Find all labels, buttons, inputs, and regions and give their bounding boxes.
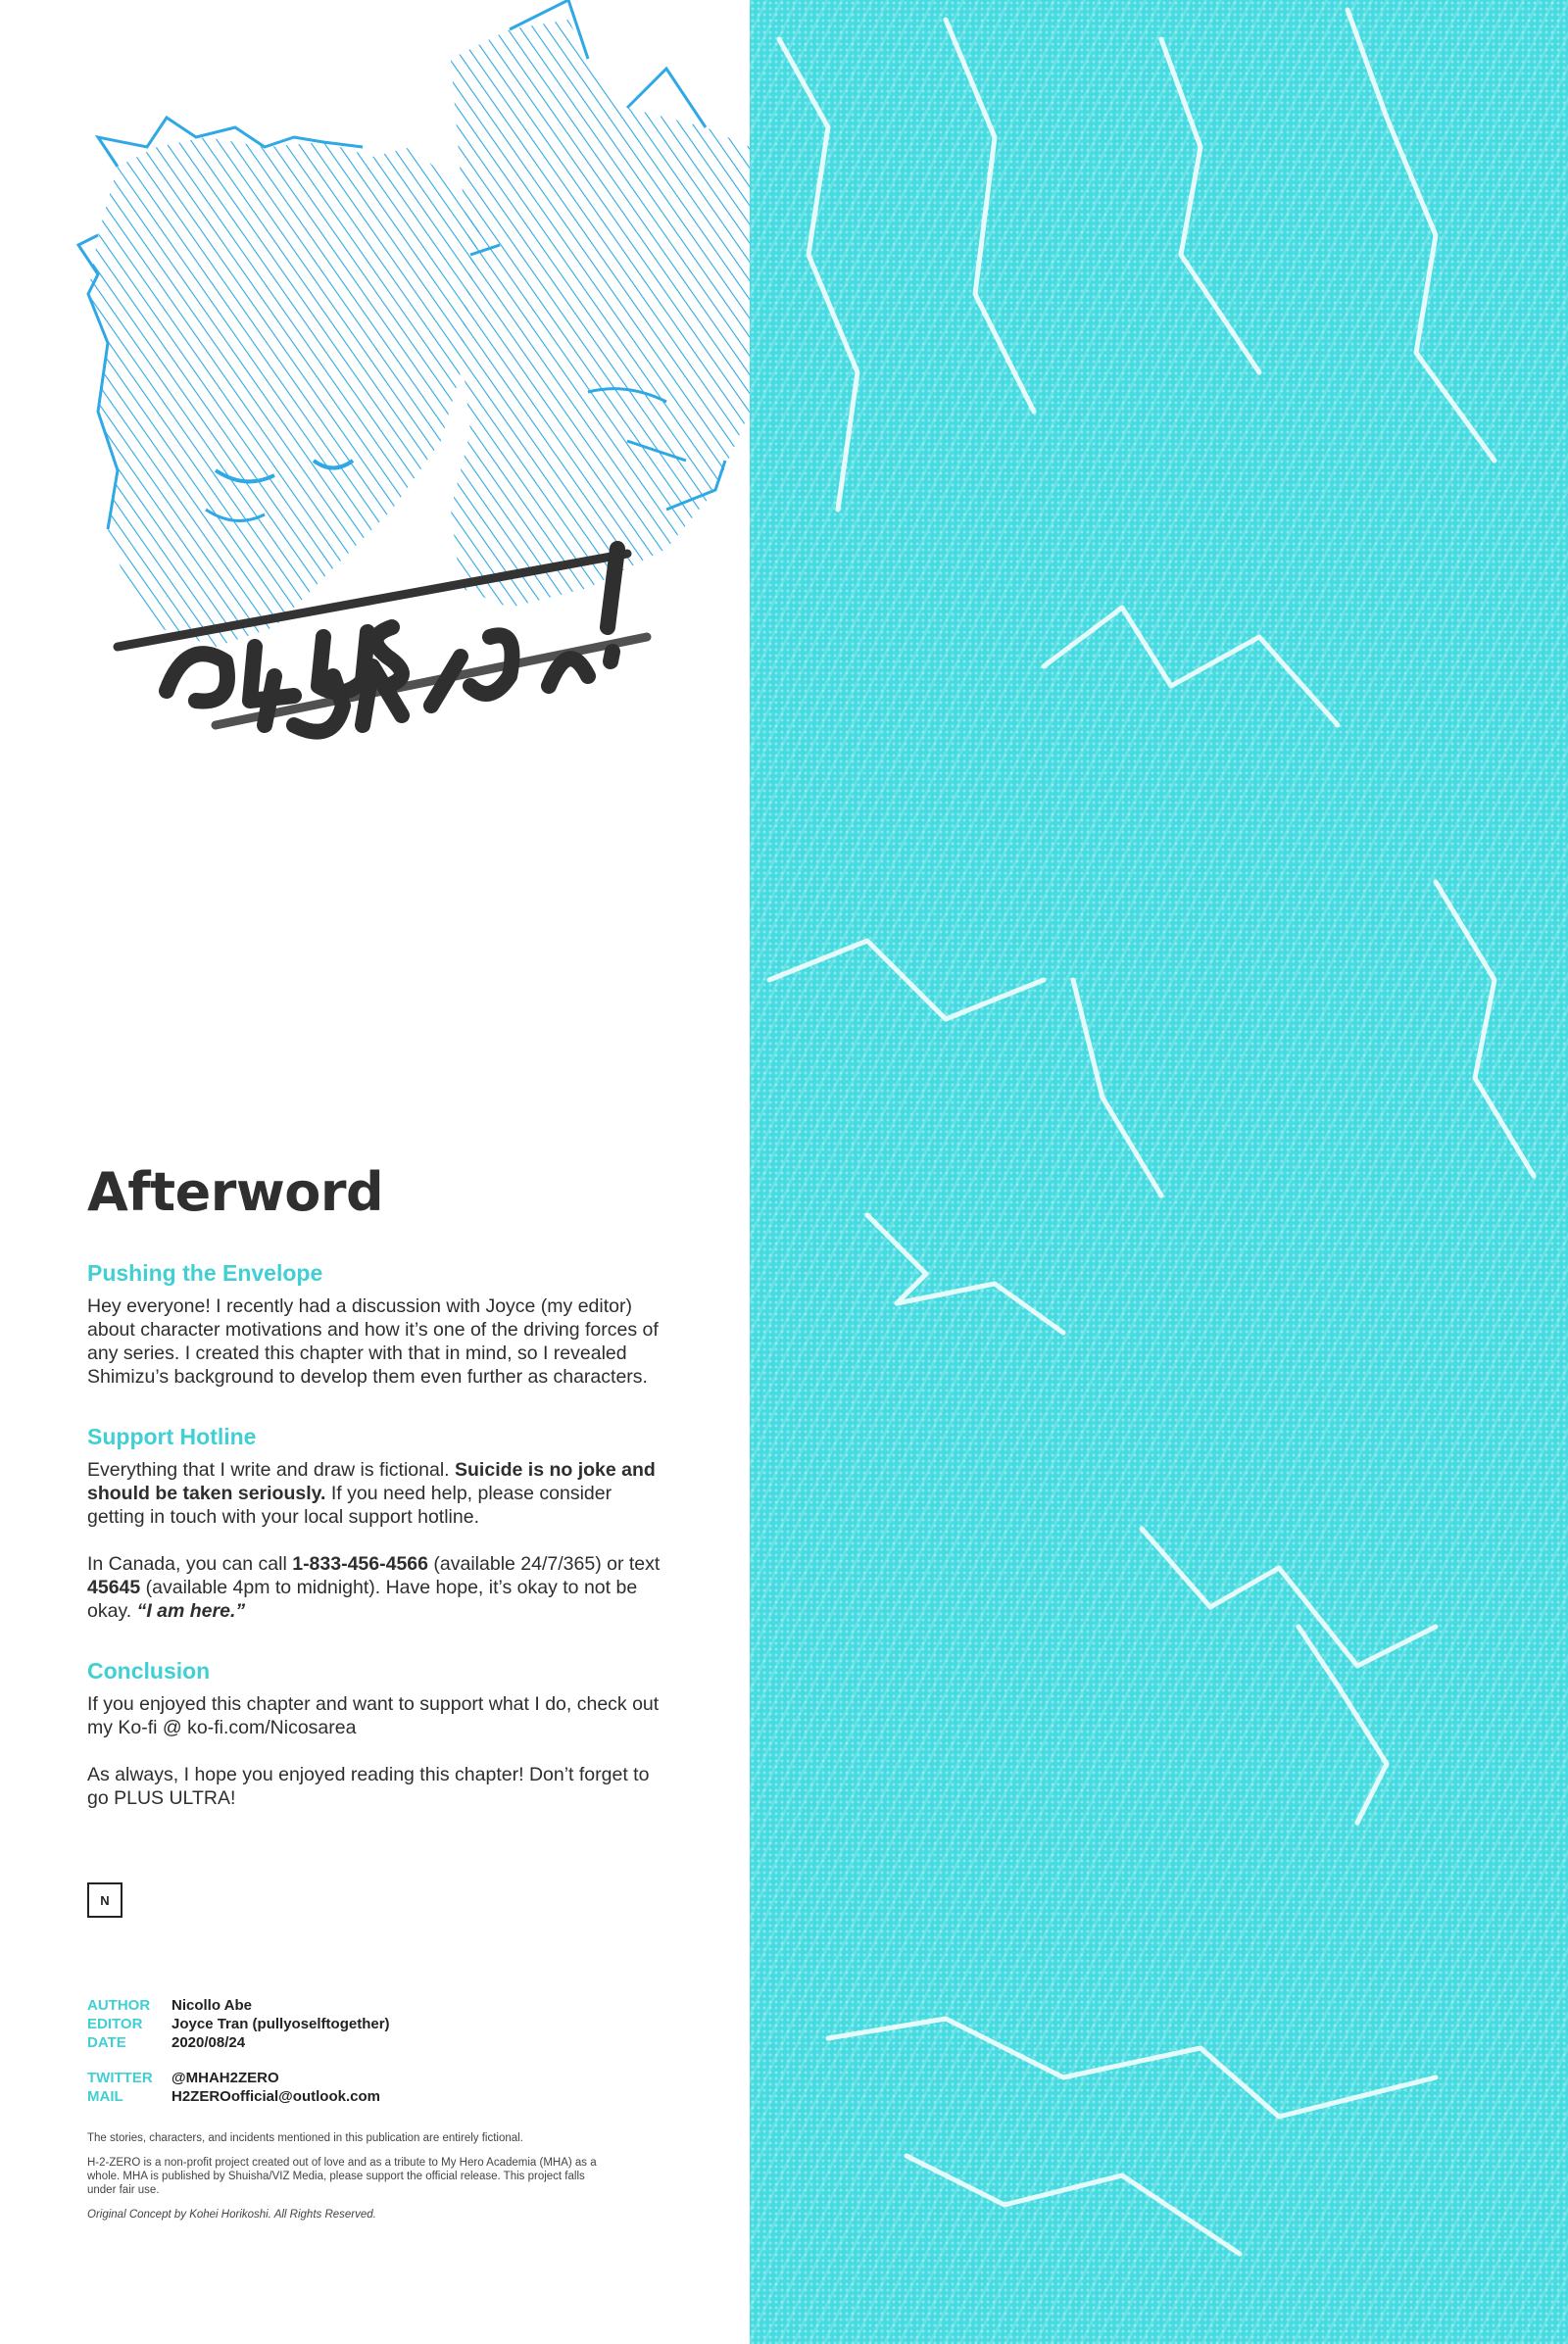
- section-heading: Pushing the Envelope: [87, 1260, 323, 1286]
- sketch-text: PLUS ULTRA!: [329, 745, 337, 746]
- contact-label: TWITTER: [87, 2070, 153, 2086]
- disclaimer-text: The stories, characters, and incidents mentioned in this publication are entirely fictional.: [87, 2132, 523, 2144]
- page-title: Afterword: [87, 1161, 384, 1223]
- bold-text-run: Suicide is no joke and should be taken seriously.: [87, 1459, 656, 1504]
- text-run: If you need help, please consider getting in touch with your local support hotline.: [87, 1483, 612, 1528]
- section-support-hotline: [87, 1424, 665, 1623]
- sketch-artwork: [39, 0, 750, 764]
- section-pushing-the-envelope: [87, 1260, 665, 1389]
- hotline-phone-number: 1-833-456-4566: [292, 1553, 428, 1575]
- credit-label: DATE: [87, 2034, 126, 2051]
- section-paragraph: [87, 1552, 665, 1623]
- halftone-art-panel: [750, 0, 1568, 2344]
- hotline-text-number: 45645: [87, 1577, 141, 1598]
- text-run: (available 24/7/365) or text: [428, 1553, 661, 1575]
- sketch-illustration: [39, 0, 750, 764]
- text-run: (available 4pm to midnight). Have hope, it’s okay to not be okay.: [87, 1577, 638, 1622]
- contact-label: MAIL: [87, 2088, 123, 2105]
- credit-row: [87, 2015, 390, 2033]
- quote-text: “I am here.”: [136, 1600, 246, 1622]
- credit-value: Nicollo Abe: [172, 1997, 252, 2014]
- afterword-content: [87, 1161, 665, 1845]
- section-paragraph: If you enjoyed this chapter and want to support what I do, check out my Ko-fi @ ko-fi.com/Nicosarea: [87, 1693, 660, 1738]
- mail-address[interactable]: H2ZEROofficial@outlook.com: [172, 2088, 380, 2105]
- section-paragraph: As always, I hope you enjoyed reading this chapter! Don’t forget to go PLUS ULTRA!: [87, 1764, 650, 1809]
- section-heading: Support Hotline: [87, 1424, 257, 1449]
- text-run: In Canada, you can call: [87, 1553, 293, 1575]
- concept-credit-text: Original Concept by Kohei Horikoshi. All Rights Reserved.: [87, 2209, 376, 2221]
- credit-label: AUTHOR: [87, 1997, 151, 2014]
- credit-value: 2020/08/24: [172, 2034, 246, 2051]
- section-conclusion: [87, 1658, 665, 1810]
- credit-value: Joyce Tran (pullyoselftogether): [172, 2016, 390, 2032]
- section-paragraph: Hey everyone! I recently had a discussion with Joyce (my editor) about character motivations and how it’s one of the driving forces of any series. I created this chapter with that in mind, so I revealed Shimizu’s background to develop them even further as characters.: [87, 1295, 659, 1388]
- section-paragraph: [87, 1458, 665, 1529]
- text-run: Everything that I write and draw is fictional.: [87, 1459, 456, 1481]
- section-heading: Conclusion: [87, 1658, 211, 1684]
- logo-mark: N: [87, 1882, 122, 1918]
- credits-block: [87, 1996, 390, 2106]
- project-notice-text: H-2-ZERO is a non-profit project created out of love and as a tribute to My Hero Academia (MHA) as a whole. MHA is published by Shuisha/VIZ Media, please support the official release. This project falls under fair use.: [87, 2157, 597, 2196]
- credit-label: EDITOR: [87, 2016, 143, 2032]
- twitter-handle[interactable]: @MHAH2ZERO: [172, 2070, 279, 2086]
- credit-row: [87, 1996, 390, 2015]
- contact-row: [87, 2087, 390, 2106]
- fine-print: [87, 2131, 616, 2232]
- credit-row: [87, 2033, 390, 2052]
- contact-row: [87, 2069, 390, 2087]
- halftone-sketch-lines: [750, 0, 1568, 2344]
